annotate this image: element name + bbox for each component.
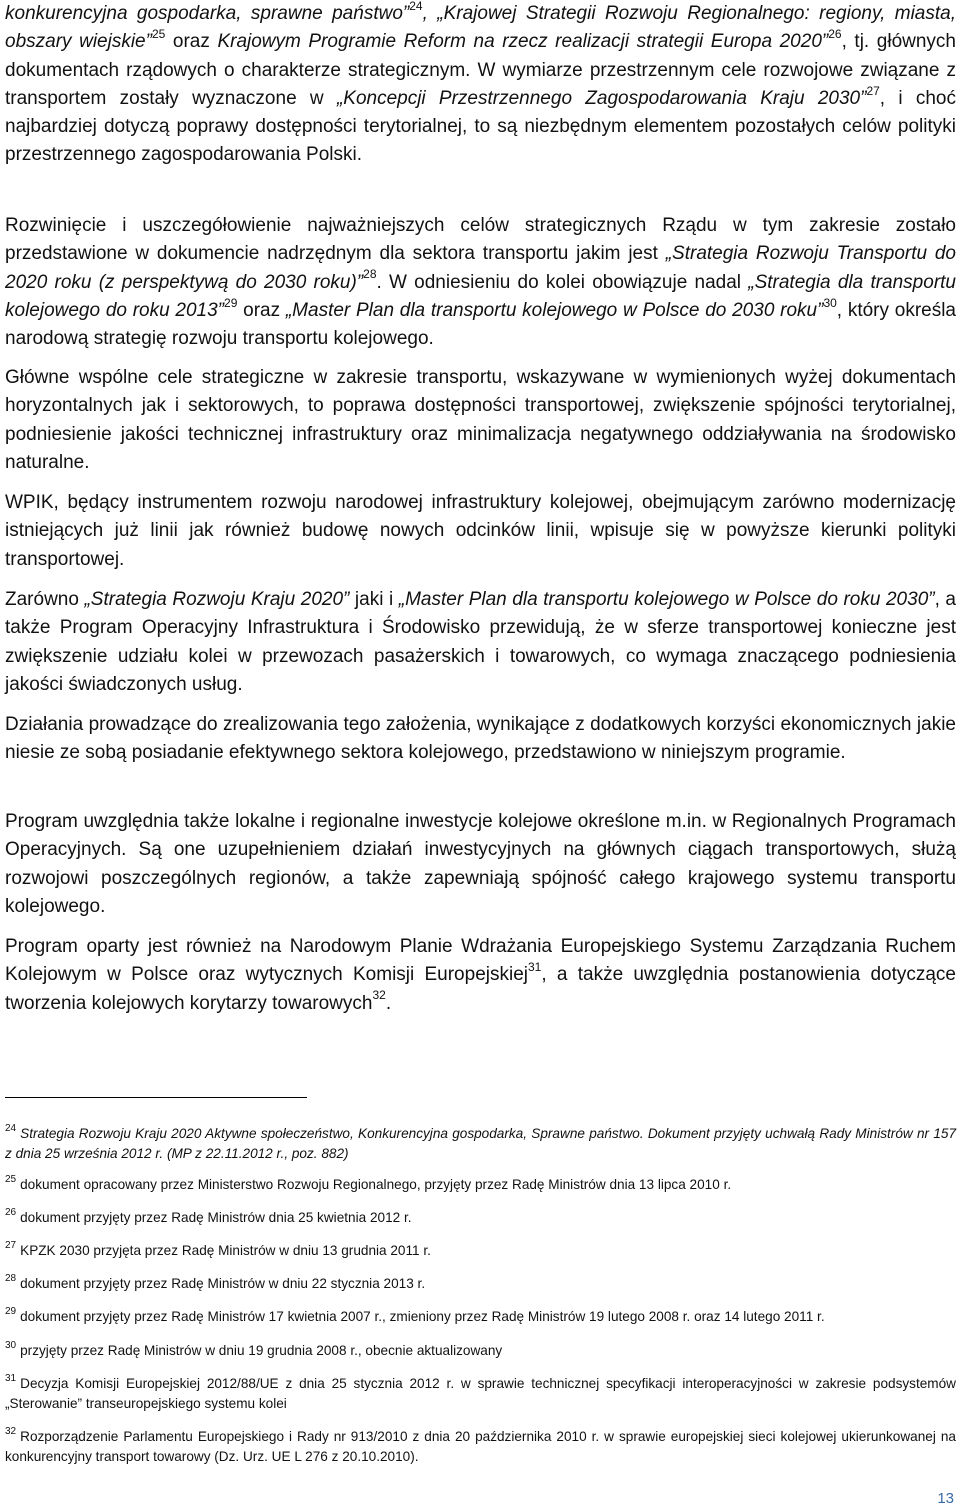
paragraph-text-run: . [385, 992, 392, 1014]
paragraph-footnote-ref: 27 [866, 83, 880, 98]
footnote-25 [5, 1175, 956, 1195]
paragraph-ertms-plan [5, 933, 956, 1018]
footnote-text-run: dokument przyjęty przez Radę Ministrów w dniu 22 stycznia 2013 r. [20, 1276, 426, 1291]
paragraph-italic-run: „Strategia dla transportu kolejowego do roku 2013” [5, 271, 956, 321]
paragraph-footnote-ref: 25 [151, 26, 166, 41]
paragraph-text-run: Główne wspólne cele strategiczne w zakresie transportu, wskazywane w wymienionych wyżej dokumentach horyzontalnych jak i sektorowych, to poprawa dostępności transportowej, zwiększenie spójności terytorialnej, podniesienie jakości technicznej infrastruktury oraz minimalizacja negatywnego oddziaływania na środowisko naturalne. [5, 367, 956, 473]
footnote-footnote-ref: 27 [5, 1240, 17, 1252]
paragraph-italic-run: „Strategia Rozwoju Transportu do 2020 roku (z perspektywą do 2030 roku)” [5, 243, 957, 293]
paragraph-text-run: Działania prowadzące do zrealizowania tego założenia, wynikające z dodatkowych korzyści ekonomicznych jakie niesie ze sobą posiadanie efektywnego sektora kolejowego, przedstawiono w niniejszym programie. [5, 714, 956, 764]
footnote-text-run: Rozporządzenie Parlamentu Europejskiego i Rady nr 913/2010 z dnia 20 października 2010 r. w sprawie europejskiej sieci kolejowej ukierunkowanej na konkurencyjny transport towarowy (Dz. Urz. UE L 276 z 20.10.2010). [5, 1429, 956, 1464]
footnote-24 [5, 1124, 956, 1164]
paragraph-regional-programs [5, 808, 956, 921]
paragraph-common-goals [5, 364, 956, 477]
paragraph-text-run: WPIK, będący instrumentem rozwoju narodowej infrastruktury kolejowej, obejmującym zarówno modernizację istniejących już linii jak również budowę nowych odcinków linii, wpisuje się w powyższe kierunki polityki transportowej. [5, 492, 956, 570]
footnote-28 [5, 1274, 956, 1294]
paragraph-strategies-intro [5, 0, 956, 170]
paragraph-text-run: , który określa narodową strategię rozwoju transportu kolejowego. [5, 299, 956, 350]
footnote-32 [5, 1427, 956, 1467]
footnote-footnote-ref: 29 [5, 1306, 17, 1318]
footnote-26 [5, 1208, 956, 1228]
paragraph-text-run: , i choć najbardziej dotyczą poprawy dostępności terytorialnej, to są niezbędnym elementem pozostałych celów polityki przestrzennego zagospodarowania Polski. [5, 87, 957, 166]
footnote-30 [5, 1341, 956, 1361]
footnote-footnote-ref: 26 [5, 1207, 17, 1219]
paragraph-footnote-ref: 29 [224, 295, 238, 310]
footnote-text-run: KPZK 2030 przyjęta przez Radę Ministrów w dniu 13 grudnia 2011 r. [20, 1243, 431, 1258]
paragraph-text-run: jaki i [349, 589, 399, 610]
paragraph-italic-run: „Koncepcji Przestrzennego Zagospodarowania Kraju 2030” [336, 87, 867, 109]
paragraph-transport-strategy [5, 212, 956, 353]
footnote-text-run: dokument przyjęty przez Radę Ministrów 17 kwietnia 2007 r., zmieniony przez Radę Ministrów 19 lutego 2008 r. oraz 14 lutego 2011 r. [20, 1309, 825, 1324]
paragraph-text-run: Rozwinięcie i uszczegółowienie najważniejszych celów strategicznych Rządu w tym zakresie zostało przedstawione w dokumencie nadrzędnym dla sektora transportu jakim jest [5, 215, 956, 265]
paragraph-text-run: . W odniesieniu do kolei obowiązuje nadal [376, 271, 749, 293]
paragraph-text-run: Program uwzględnia także lokalne i regionalne inwestycje kolejowe określone m.in. w Regionalnych Programach Operacyjnych. Są one uzupełnieniem działań inwestycyjnych na głównych ciągach transportowych, służą rozwojowi poszczególnych regionów, a także zapewniają spójność całego krajowego systemu transportu kolejowego. [5, 811, 956, 917]
paragraph-rail-share [5, 586, 956, 699]
footnote-text-run: dokument przyjęty przez Radę Ministrów dnia 25 kwietnia 2012 r. [20, 1210, 412, 1225]
footnote-text-run: przyjęty przez Radę Ministrów w dniu 19 grudnia 2008 r., obecnie aktualizowany [20, 1343, 503, 1358]
paragraph-italic-run: Krajowym Programie Reform na rzecz realizacji strategii Europa 2020” [217, 31, 829, 53]
paragraph-footnote-ref: 26 [828, 26, 842, 41]
paragraph-text-run: , a także uwzględnia postanowienia dotyczące tworzenia kolejowych korytarzy towarowych [5, 964, 957, 1014]
footnote-footnote-ref: 28 [5, 1273, 17, 1285]
paragraph-wpik [5, 489, 956, 574]
footnote-italic-run: Strategia Rozwoju Kraju 2020 Aktywne społeczeństwo, Konkurencyjna gospodarka, Sprawne państwo. Dokument przyjęty uchwałą Rady Ministrów nr 157 z dnia 25 września 2012 r. (MP z 22.11.2012 r., poz. 882) [5, 1126, 956, 1161]
footnote-footnote-ref: 30 [5, 1340, 17, 1352]
paragraph-footnote-ref: 32 [372, 988, 386, 1003]
paragraph-actions [5, 711, 956, 768]
paragraph-footnote-ref: 24 [409, 0, 423, 13]
paragraph-italic-run: „Strategia Rozwoju Kraju 2020” [84, 589, 350, 610]
footnote-separator [5, 1097, 307, 1098]
paragraph-italic-run: konkurencyjna gospodarka, sprawne państwo” [5, 3, 410, 24]
footnote-footnote-ref: 32 [5, 1426, 17, 1438]
paragraph-text-run: , a także Program Operacyjny Infrastruktura i Środowisko przewidują, że w sferze transportowej konieczne jest zwiększenie udziału kolei w przewozach pasażerskich i towarowych, co wymaga znaczącego podniesienia jakości świadczonych usług. [5, 589, 956, 695]
footnote-31 [5, 1374, 956, 1414]
footnote-footnote-ref: 31 [5, 1373, 17, 1385]
footnote-footnote-ref: 25 [5, 1174, 17, 1186]
paragraph-text-run: oraz [165, 31, 218, 53]
paragraph-text-run: oraz [237, 299, 286, 321]
paragraph-footnote-ref: 30 [823, 295, 837, 310]
footnote-29 [5, 1307, 956, 1327]
footnote-text-run: Decyzja Komisji Europejskiej 2012/88/UE z dnia 25 stycznia 2012 r. w sprawie technicznej specyfikacji interoperacyjności w zakresie podsystemów „Sterowanie” transeuropejskiego systemu kolei [5, 1376, 956, 1411]
paragraph-italic-run: „Master Plan dla transportu kolejowego w Polsce do roku 2030” [398, 589, 935, 610]
paragraph-footnote-ref: 28 [363, 267, 377, 282]
page-number: 13 [937, 1490, 954, 1507]
footnote-27 [5, 1241, 956, 1261]
paragraph-text-run: Zarówno [5, 589, 85, 610]
footnote-footnote-ref: 24 [5, 1123, 17, 1135]
paragraph-text-run: , tj. głównych dokumentach rządowych o charakterze strategicznym. W wymiarze przestrzennym cele rozwojowe związane z transportem zostały wyznaczone w [5, 31, 956, 109]
paragraph-text-run: Program oparty jest również na Narodowym Planie Wdrażania Europejskiego Systemu Zarządzania Ruchem Kolejowym w Polsce oraz wytycznych Komisji Europejskiej [5, 936, 956, 986]
paragraph-italic-run: „Master Plan dla transportu kolejowego w Polsce do 2030 roku” [285, 299, 824, 321]
footnote-text-run: dokument opracowany przez Ministerstwo Rozwoju Regionalnego, przyjęty przez Radę Ministrów dnia 13 lipca 2010 r. [20, 1177, 732, 1192]
paragraph-italic-run: , „Krajowej Strategii Rozwoju Regionalnego: regiony, miasta, obszary wiejskie” [5, 3, 956, 53]
paragraph-footnote-ref: 31 [528, 959, 542, 974]
